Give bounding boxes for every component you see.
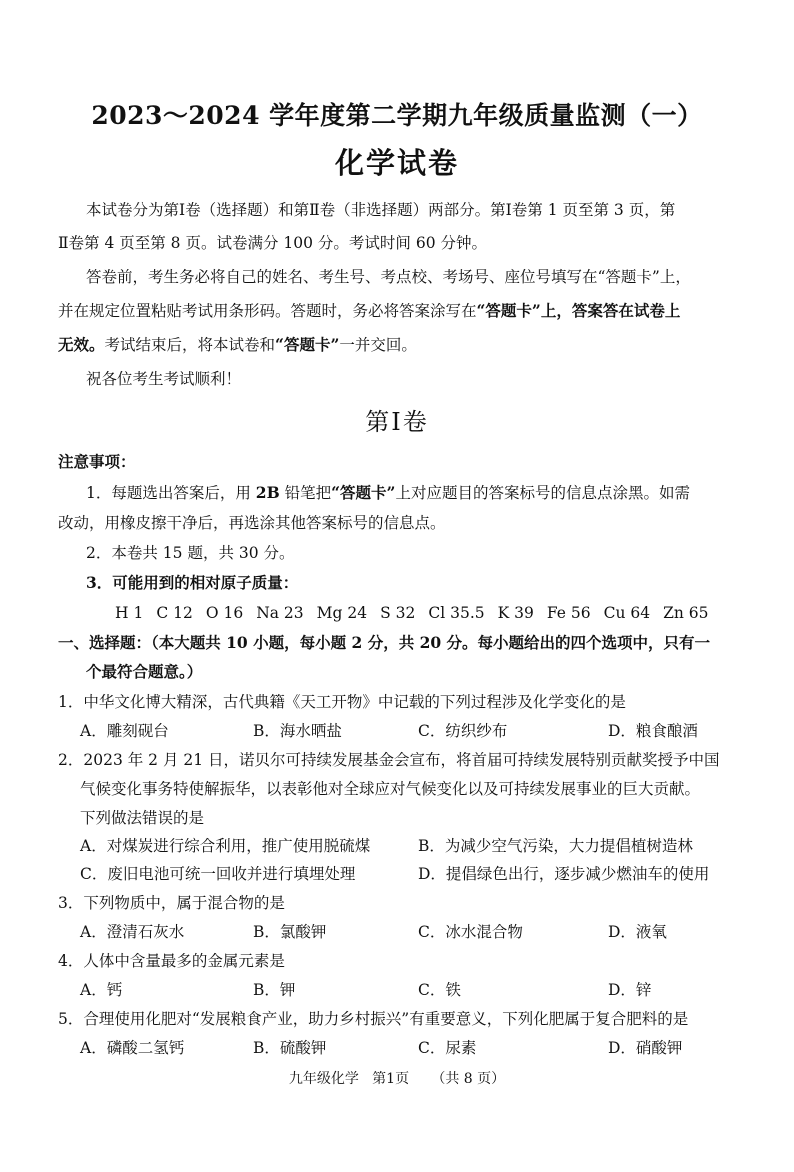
question-stem: 下列做法错误的是	[80, 809, 205, 827]
question-stem: 气候变化事务特使解振华，以表彰他对全球应对气候变化以及可持续发展事业的巨大贡献。	[80, 780, 701, 798]
option-b: B．为减少空气污染，大力提倡植树造林	[418, 837, 693, 855]
note-line: 改动，用橡皮擦干净后，再选涂其他答案标号的信息点。	[58, 514, 446, 532]
option-d: D．提倡绿色出行，逐步减少燃油车的使用	[418, 865, 710, 883]
option-a: A．对煤炭进行综合利用，推广使用脱硫煤	[80, 837, 371, 855]
atomic-mass: H 1	[115, 604, 144, 622]
note-line	[86, 483, 690, 503]
option-b: B．海水晒盐	[253, 722, 342, 740]
atomic-mass: C 12	[156, 604, 193, 622]
note-line: 2．本卷共 15 题，共 30 分。	[86, 544, 295, 562]
note-emphasis: “答题卡”	[331, 483, 396, 502]
section-title: 第Ⅰ卷	[365, 408, 429, 436]
atomic-mass: Zn 65	[663, 604, 709, 622]
intro-emphasis: 无效。	[58, 335, 105, 354]
option-c: C．冰水混合物	[418, 923, 523, 941]
intro-line: Ⅱ卷第 4 页至第 8 页。试卷满分 100 分。考试时间 60 分钟。	[58, 234, 487, 252]
intro-text: 并在规定位置粘贴考试用条形码。答题时，务必将答案涂写在	[58, 302, 477, 320]
option-b: B．硫酸钾	[253, 1039, 327, 1057]
note-text: 上对应题目的答案标号的信息点涂黑。如需	[395, 484, 690, 502]
intro-emphasis: “答题卡”	[275, 335, 340, 354]
atomic-mass: Cu 64	[603, 604, 651, 622]
option-d: D．液氧	[608, 923, 667, 941]
intro-text: 考试结束后，将本试卷和	[104, 336, 276, 354]
page-footer: 九年级化学 第1页 （共 8 页）	[288, 1071, 506, 1087]
option-c: C．废旧电池可统一回收并进行填埋处理	[80, 865, 356, 883]
note-emphasis: 2B	[255, 483, 280, 502]
question-stem: 5．合理使用化肥对“发展粮食产业，助力乡村振兴”有重要意义，下列化肥属于复合肥料的是	[58, 1010, 689, 1028]
option-a: A．雕刻砚台	[80, 722, 169, 740]
intro-line	[58, 335, 417, 355]
atomic-mass: S 32	[380, 604, 416, 622]
intro-text: 一并交回。	[339, 336, 417, 354]
atomic-mass: O 16	[205, 604, 244, 622]
option-d: D．粮食酿酒	[608, 722, 698, 740]
option-a: A．钙	[80, 981, 123, 999]
intro-line: 祝各位考生考试顺利！	[86, 370, 242, 388]
option-c: C．尿素	[418, 1039, 477, 1057]
part-heading: 一、选择题：（本大题共 10 小题，每小题 2 分，共 20 分。每小题给出的四个选项中，只有一	[58, 633, 711, 652]
question-stem: 1．中华文化博大精深，古代典籍《天工开物》中记载的下列过程涉及化学变化的是	[58, 693, 626, 711]
intro-line	[58, 301, 680, 321]
note-text: 1．每题选出答案后，用	[86, 484, 256, 502]
question-stem: 2．2023 年 2 月 21 日，诺贝尔可持续发展基金会宣布，将首届可持续发展特别贡献奖授予中国	[58, 751, 720, 769]
option-d: D．锌	[608, 981, 652, 999]
atomic-mass: Fe 56	[546, 604, 591, 622]
option-c: C．铁	[418, 981, 461, 999]
option-a: A．澄清石灰水	[80, 923, 185, 941]
notes-heading: 注意事项：	[58, 452, 136, 471]
option-d: D．硝酸钾	[608, 1039, 683, 1057]
question-stem: 3．下列物质中，属于混合物的是	[58, 894, 285, 912]
atomic-mass: Cl 35.5	[428, 604, 485, 622]
exam-subject: 化学试卷	[334, 146, 459, 180]
atomic-mass: K 39	[497, 604, 534, 622]
atomic-mass: Na 23	[256, 604, 304, 622]
atomic-masses	[115, 603, 722, 623]
option-c: C．纺织纱布	[418, 722, 508, 740]
option-b: B．氯酸钾	[253, 923, 327, 941]
note-line: 3．可能用到的相对原子质量：	[86, 573, 299, 592]
intro-line: 答卷前，考生务必将自己的姓名、考生号、考点校、考场号、座位号填写在“答题卡”上，	[86, 268, 691, 286]
atomic-mass: Mg 24	[316, 604, 368, 622]
intro-line: 本试卷分为第Ⅰ卷（选择题）和第Ⅱ卷（非选择题）两部分。第Ⅰ卷第 1 页至第 3 页，第	[86, 201, 676, 219]
question-stem: 4．人体中含量最多的金属元素是	[58, 952, 285, 970]
note-text: 铅笔把	[279, 484, 332, 502]
exam-title: 2023～2024 学年度第二学期九年级质量监测（一）	[91, 101, 703, 130]
option-b: B．钾	[253, 981, 296, 999]
intro-emphasis: “答题卡”上，答案答在试卷上	[476, 301, 681, 320]
part-heading: 个最符合题意。）	[86, 662, 203, 681]
option-a: A．磷酸二氢钙	[80, 1039, 185, 1057]
